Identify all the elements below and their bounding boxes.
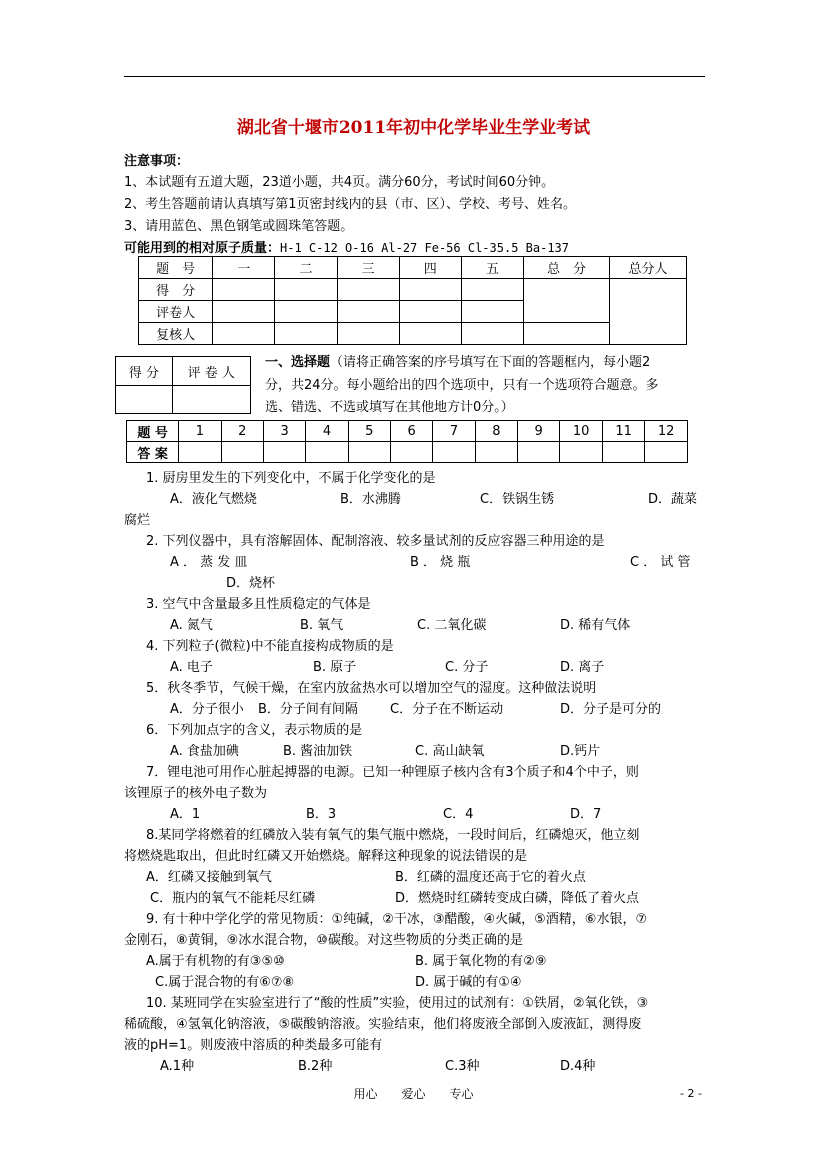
question-number: 3: [263, 421, 305, 442]
answer-cell[interactable]: [306, 442, 348, 463]
option: A. 电子: [170, 660, 213, 675]
score-cell[interactable]: [275, 279, 337, 301]
question-stem: 5．秋冬季节，气候干燥，在室内放盆热水可以增加空气的湿度。这种做法说明: [146, 681, 597, 696]
answer-cell[interactable]: [433, 442, 475, 463]
question-stem: 2. 下列仪器中，具有溶解固体、配制溶液、较多量试剂的反应容器三种用途的是: [146, 534, 605, 549]
option: D. 属于碱的有①④: [415, 975, 522, 990]
score-cell[interactable]: [337, 301, 399, 323]
score-cell[interactable]: [461, 279, 523, 301]
option-wrap: D．烧杯: [226, 576, 276, 591]
score-cell[interactable]: [213, 279, 275, 301]
question-stem-cont: 液的pH=1。则废液中溶质的种类最多可能有: [124, 1038, 383, 1053]
option: C．铁锅生锈: [480, 492, 555, 507]
question-number: 12: [645, 421, 688, 442]
question-number: 6: [390, 421, 432, 442]
option: D. 稀有气体: [560, 618, 631, 633]
question-stem: 6．下列加点字的含义，表示物质的是: [146, 723, 363, 738]
option: D.4种: [560, 1059, 596, 1074]
answer-cell[interactable]: [602, 442, 645, 463]
score-cell[interactable]: [461, 323, 523, 345]
answer-cell[interactable]: [221, 442, 263, 463]
option: C. 二氧化碳: [417, 618, 487, 633]
answer-table: [126, 420, 688, 463]
grader-name-cell[interactable]: [172, 386, 250, 414]
option: A ． 蒸 发 皿: [170, 555, 248, 570]
score-row-label: 评卷人: [139, 301, 213, 323]
option: B. 氧气: [300, 618, 344, 633]
score-header: 二: [275, 257, 337, 279]
question-number: 1: [179, 421, 221, 442]
score-cell[interactable]: [524, 323, 610, 345]
notice-item: 1、本试题有五道大题，23道小题，共4页。满分60分，考试时间60分钟。: [124, 175, 555, 190]
question-stem: 1. 厨房里发生的下列变化中，不属于化学变化的是: [146, 471, 436, 486]
score-table: [138, 256, 687, 345]
answer-cell[interactable]: [518, 442, 560, 463]
option: C．4: [443, 807, 474, 822]
option: D．燃烧时红磷转变成白磷，降低了着火点: [395, 891, 640, 906]
atomic-values: H-1 C-12 O-16 Al-27 Fe-56 Cl-35.5 Ba-137: [280, 241, 569, 255]
answer-cell[interactable]: [263, 442, 305, 463]
question-stem: 8.某同学将燃着的红磷放入装有氧气的集气瓶中燃烧，一段时间后，红磷熄灭，他立刻: [146, 828, 640, 843]
option: A．1: [170, 807, 201, 822]
score-cell[interactable]: [213, 301, 275, 323]
option: C.属于混合物的有⑥⑦⑧: [155, 975, 295, 990]
answer-cell[interactable]: [645, 442, 688, 463]
score-cell[interactable]: [399, 301, 461, 323]
option: C. 分子: [445, 660, 489, 675]
question-stem-cont: 将燃烧匙取出，但此时红磷又开始燃烧。解释这种现象的说法错误的是: [124, 849, 528, 864]
question-number: 4: [306, 421, 348, 442]
option: A.属于有机物的有③⑤⑩: [146, 954, 285, 969]
question-number: 10: [560, 421, 603, 442]
footer-motto: 用心 爱心 专心: [353, 1087, 474, 1101]
answer-row-label: 题 号: [127, 421, 179, 442]
option: B. 原子: [313, 660, 357, 675]
score-cell[interactable]: [275, 301, 337, 323]
question-stem-cont: 金刚石，⑧黄铜，⑨冰水混合物，⑩碳酸。对这些物质的分类正确的是: [124, 933, 523, 948]
option: D. 离子: [560, 660, 605, 675]
section1-instructions: （请将正确答案的序号填写在下面的答题框内，每小题2: [330, 355, 651, 370]
option: A．分子很小: [170, 702, 244, 717]
header-rule: [124, 76, 705, 77]
option: C ． 试 管: [630, 555, 691, 570]
section1-title: 一、选择题: [265, 355, 331, 370]
option: A. 食盐加碘: [170, 744, 239, 759]
question-number: 2: [221, 421, 263, 442]
option: C．分子在不断运动: [390, 702, 504, 717]
option: B. 属于氧化物的有②⑨: [415, 954, 547, 969]
question-stem: 3. 空气中含量最多且性质稳定的气体是: [146, 597, 371, 612]
option: B．红磷的温度还高于它的着火点: [395, 870, 586, 885]
answer-cell[interactable]: [348, 442, 390, 463]
score-cell[interactable]: [399, 323, 461, 345]
option: D．7: [570, 807, 602, 822]
grader-score-label: 得 分: [116, 357, 173, 386]
question-stem: 10. 某班同学在实验室进行了“酸的性质”实验，使用过的试剂有：①铁屑，②氧化铁，③: [146, 996, 649, 1011]
score-row-label: 得 分: [139, 279, 213, 301]
question-number: 8: [475, 421, 517, 442]
atomic-label: 可能用到的相对原子质量：: [124, 241, 281, 256]
answer-cell[interactable]: [560, 442, 603, 463]
score-row-label: 复核人: [139, 323, 213, 345]
score-header: 总 分: [524, 257, 610, 279]
grader-name-label: 评 卷 人: [172, 357, 250, 386]
grader-box: [115, 356, 251, 414]
answer-row-label: 答 案: [127, 442, 179, 463]
question-stem-cont: 稀硫酸，④氢氧化钠溶液，⑤碳酸钠溶液。实验结束，他们将废液全部倒入废液缸，测得废: [124, 1017, 642, 1032]
answer-cell[interactable]: [475, 442, 517, 463]
section1-line2: 分，共24分。每小题给出的四个选项中，只有一个选项符合题意。多: [265, 378, 659, 393]
option: D．蔬菜: [648, 492, 698, 507]
option: B. 酱油加铁: [283, 744, 353, 759]
option: C.3种: [445, 1059, 480, 1074]
option: A.1种: [160, 1059, 195, 1074]
question-stem-cont: 该锂原子的核外电子数为: [124, 786, 268, 801]
notice-heading: 注意事项：: [124, 154, 190, 169]
score-cell[interactable]: [337, 323, 399, 345]
answer-cell[interactable]: [179, 442, 221, 463]
option: B ． 烧 瓶: [410, 555, 471, 570]
score-header: 总分人: [610, 257, 687, 279]
atomic-masses: [124, 237, 569, 256]
score-cell[interactable]: [399, 279, 461, 301]
total-scorer-cell[interactable]: [610, 279, 687, 345]
option: B.2种: [298, 1059, 333, 1074]
score-cell[interactable]: [337, 279, 399, 301]
section1-line3: 选、错选、不选或填写在其他地方计0分。）: [265, 400, 514, 415]
score-cell[interactable]: [461, 301, 523, 323]
option: B．分子间有间隔: [258, 702, 358, 717]
grader-score-cell[interactable]: [116, 386, 173, 414]
option: A．红磷又接触到氧气: [146, 870, 272, 885]
question-number: 7: [433, 421, 475, 442]
score-cell[interactable]: [275, 323, 337, 345]
question-stem: 4. 下列粒子(微粒)中不能直接构成物质的是: [146, 639, 394, 654]
option-wrap: 腐烂: [124, 513, 151, 528]
score-header: 四: [399, 257, 461, 279]
notice-item: 3、请用蓝色、黑色钢笔或圆珠笔答题。: [124, 219, 354, 234]
option: C．瓶内的氧气不能耗尽红磷: [150, 891, 316, 906]
section1-line1: [265, 351, 650, 370]
page-number: - 2 -: [680, 1087, 702, 1100]
question-number: 11: [602, 421, 645, 442]
option: B．水沸腾: [340, 492, 401, 507]
question-stem: 7．锂电池可用作心脏起搏器的电源。已知一种锂原子核内含有3个质子和4个中子，则: [146, 765, 639, 780]
option: C. 高山缺氧: [415, 744, 485, 759]
score-cell[interactable]: [213, 323, 275, 345]
page-title: 湖北省十堰市2011年初中化学毕业生学业考试: [236, 118, 591, 138]
score-header: 五: [461, 257, 523, 279]
option: B．3: [306, 807, 337, 822]
option: A. 氮气: [170, 618, 213, 633]
question-stem: 9. 有十种中学化学的常见物质：①纯碱，②干冰，③醋酸，④火碱，⑤酒精，⑥水银，⑦: [146, 912, 648, 927]
score-header: 题 号: [139, 257, 213, 279]
score-header: 三: [337, 257, 399, 279]
notice-item: 2、考生答题前请认真填写第1页密封线内的县（市、区）、学校、考号、姓名。: [124, 197, 577, 212]
question-number: 9: [518, 421, 560, 442]
option: D．分子是可分的: [560, 702, 662, 717]
option: D.钙片: [560, 744, 601, 759]
option: A．液化气燃烧: [170, 492, 257, 507]
question-number: 5: [348, 421, 390, 442]
total-score-cell[interactable]: [524, 279, 610, 323]
answer-cell[interactable]: [390, 442, 432, 463]
score-header: 一: [213, 257, 275, 279]
